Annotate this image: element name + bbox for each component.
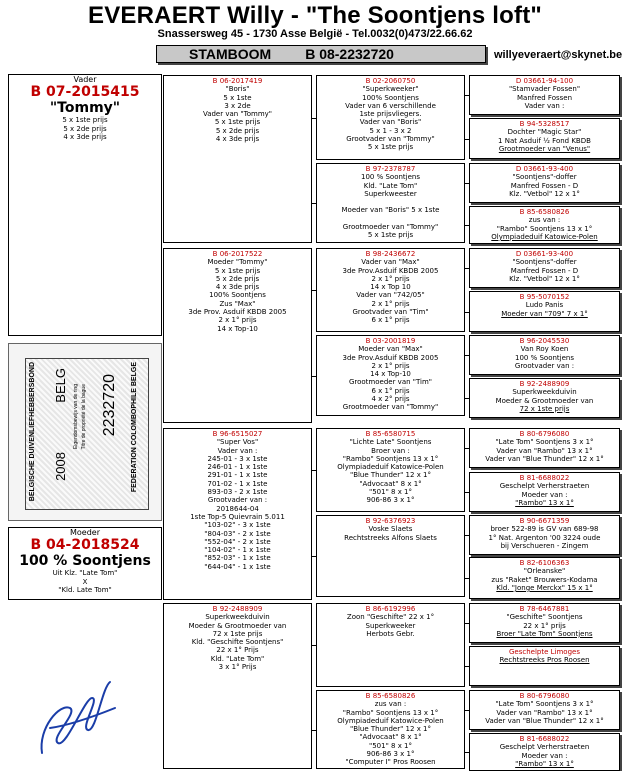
stamboom-banner <box>156 45 486 63</box>
pedigree-line: 2 x 1° prijs <box>371 361 410 370</box>
pedigree-line: "Advocaat" 8 x 1° <box>359 479 422 488</box>
pedigree-line: "Advocaat" 8 x 1° <box>359 733 422 742</box>
connector-line <box>312 376 316 377</box>
signature <box>30 668 120 763</box>
pedigree-line: Vader van "Blue Thunder" 12 x 1° <box>485 716 604 725</box>
pedigree-line: Klz. "Vetbol" 12 x 1° <box>509 274 580 283</box>
connector-line <box>312 118 316 119</box>
pedigree-line: "Late Tom" Soontjens 3 x 1° <box>495 700 594 709</box>
pedigree-line: "Rambo" 13 x 1° <box>515 498 574 507</box>
connector-line <box>312 556 316 557</box>
connector-line <box>465 398 469 399</box>
pedigree-line: "Soontjens"-doffer <box>512 258 577 267</box>
gen3-box <box>316 690 465 769</box>
pedigree-line: Vader van "Tommy" <box>202 110 273 119</box>
pedigree-line <box>317 198 464 206</box>
connector-line <box>465 448 469 449</box>
pedigree-line: "501" 8 x 1° <box>368 741 413 750</box>
pedigree-line: 72 x 1ste prijs <box>519 404 570 413</box>
pedigree-line: Geschelpt Verherstraeten <box>499 743 590 752</box>
pedigree-line: "Superkweeker" <box>362 85 419 94</box>
ring-number: B 90-6671359 <box>519 517 570 525</box>
pedigree-line: Grootmoeder van "Tommy" <box>342 403 439 412</box>
connector-line <box>465 95 469 96</box>
pedigree-line: Vader van 6 verschillende <box>345 101 436 110</box>
ring-number: B 06-2017522 <box>212 250 263 258</box>
pedigree-line: Vader van : <box>217 446 258 455</box>
pedigree-line: "Boris" <box>225 85 250 94</box>
sire-box <box>8 74 162 336</box>
connector-line <box>312 290 316 291</box>
pedigree-line: Moeder van "709" 7 x 1° <box>501 309 588 318</box>
pedigree-line: 6 x 1° prijs <box>371 316 410 325</box>
pedigree-line: Geschelpt Verherstraeten <box>499 482 590 491</box>
connector-line <box>312 470 316 471</box>
gen3-box <box>316 603 465 687</box>
stamp-bottom-text: FEDERATION COLOMBOPHILE BELGE <box>131 362 138 493</box>
stamp-small-2: Titre de propriété de la bague <box>81 384 87 450</box>
pedigree-line: 4 x 3de prijs <box>215 283 260 292</box>
gen4-box <box>469 646 620 686</box>
sire-line: 4 x 3de prijs <box>63 132 107 141</box>
connector-line <box>312 645 316 646</box>
pedigree-line: Manfred Fossen <box>516 93 573 102</box>
pedigree-line: "Orleanske" <box>523 567 566 576</box>
pedigree-line: 100% Soontjens <box>362 93 419 102</box>
pedigree-line: Grootmoeder van "Tommy" <box>342 223 439 232</box>
connector-line <box>465 752 469 753</box>
pedigree-line: 72 x 1ste prijs <box>212 629 263 638</box>
pedigree-line: "501" 8 x 1° <box>368 488 413 497</box>
stamp-year: 2008 <box>53 452 68 481</box>
pedigree-line: 14 x Top-10 <box>370 370 411 379</box>
pedigree-line: Moeder van "Boris" 5 x 1ste <box>341 206 440 215</box>
pedigree-line: 6 x 1° prijs <box>371 386 410 395</box>
ring-number: B 02-2060750 <box>365 77 416 85</box>
gen4-box <box>469 557 620 599</box>
dam-name: 100 % Soontjens <box>19 553 151 570</box>
pedigree-line: 1ste prijsvliegers. <box>359 110 422 119</box>
connector-line <box>465 139 469 140</box>
pedigree-line: 5 x 1ste prijs <box>214 266 261 275</box>
sire-name: "Tommy" <box>49 100 121 117</box>
ring-number: B 95-5070152 <box>519 293 570 301</box>
stamp-top-text: BELGISCHE DUIVENLIEFHEBBERSBOND <box>29 362 36 502</box>
pedigree-line: Voske Slaets <box>368 525 413 534</box>
gen4-box <box>469 291 620 332</box>
pedigree-line: 100 % Soontjens <box>361 173 420 182</box>
pedigree-line: "Late Tom" Soontjens 3 x 1° <box>495 438 594 447</box>
pedigree-line: Kld. "Late Tom" <box>210 654 265 663</box>
pedigree-line: Olympiadeduif Katowice-Polen <box>337 463 444 472</box>
gen3-box <box>316 335 465 416</box>
pedigree-line: 246-01 - 1 x 1ste <box>207 463 268 472</box>
gen4-box <box>469 428 620 468</box>
pedigree-line: "Soontjens"-doffer <box>512 173 577 182</box>
pedigree-line: Superkweekduivin <box>512 388 577 397</box>
pedigree-line: "852-03" - 1 x 1ste <box>204 554 271 563</box>
pedigree-line: 5 x 1 - 3 x 2 <box>369 126 412 135</box>
pedigree-line: Dochter "Magic Star" <box>507 128 582 137</box>
pedigree-line: Superkweekduivin <box>205 613 270 622</box>
pedigree-line: 2 x 1° prijs <box>218 316 257 325</box>
pedigree-line: broer 522-89 is GV van 689-98 <box>490 525 599 534</box>
connector-line <box>465 535 469 536</box>
pedigree-line: Herbots Gebr. <box>366 629 415 638</box>
gen4-box <box>469 603 620 643</box>
pedigree-line: 2018644-04 <box>216 504 259 513</box>
pedigree-line: Rechtstreeks Pros Roosen <box>499 656 590 665</box>
address-line: Snassersweg 45 - 1730 Asse België - Tel.0032(0)473/22.66.62 <box>157 28 473 40</box>
connector-line <box>465 312 469 313</box>
gen2-box <box>163 248 312 423</box>
gen3-box <box>316 248 465 332</box>
pedigree-line: 3 x 2de <box>224 101 251 110</box>
pedigree-line: 5 x 1ste prijs <box>367 143 414 152</box>
pedigree-line: 22 x 1° Prijs <box>216 646 259 655</box>
ring-number: B 92-6376923 <box>365 517 416 525</box>
pedigree-line: Kld. "Late Tom" <box>363 181 418 190</box>
pedigree-line: 3de Prov. Asduif KBDB 2005 <box>188 308 287 317</box>
stamp-small-1: Eigendomsbewijs van de ring <box>73 384 79 450</box>
pedigree-line: Klz. "Vetbol" 12 x 1° <box>509 189 580 198</box>
pedigree-line: 701-02 - 1 x 1ste <box>207 479 268 488</box>
gen2-box <box>163 603 312 769</box>
pedigree-line: 906-86 3 x 1° <box>366 496 415 505</box>
ring-certificate-stamp <box>8 343 162 521</box>
pedigree-line: Manfred Fossen - D <box>510 181 579 190</box>
pedigree-line: Kld. "Geschifte Soontjens" <box>191 638 284 647</box>
sire-line: 5 x 2de prijs <box>63 124 107 133</box>
pedigree-line: 1 Nat Asduif ½ Fond KBDB <box>498 136 591 145</box>
pedigree-line: zus "Raket" Brouwers-Kodama <box>491 575 598 584</box>
ring-number: B 78-6467881 <box>519 605 570 613</box>
pedigree-line: 100% Soontjens <box>209 291 266 300</box>
ring-number: B 97-2378787 <box>365 165 416 173</box>
ring-number: D 03661-94-100 <box>515 77 574 85</box>
gen2-box <box>163 75 312 243</box>
dam-line: "Kld. Late Tom" <box>58 585 112 594</box>
gen3-box <box>316 163 465 243</box>
pedigree-line: Moeder van : <box>521 751 568 760</box>
pedigree-line: 1° Nat. Argenton '00 3224 oude <box>488 533 601 542</box>
dam-line: Uit Klz. "Late Tom" <box>52 569 118 578</box>
pedigree-line: "804-03" - 2 x 1ste <box>204 529 271 538</box>
sire-line: 5 x 1ste prijs <box>62 116 108 125</box>
ring-number: B 94-5328517 <box>519 120 570 128</box>
pedigree-line: 245-01 - 3 x 1ste <box>207 454 268 463</box>
gen4-box <box>469 515 620 555</box>
ring-number: D 03661-93-400 <box>515 165 574 173</box>
pedigree-line: 2 x 1° prijs <box>371 299 410 308</box>
pedigree-line: 14 x Top 10 <box>370 283 411 292</box>
pedigree-line: Grootvader van "Tim" <box>352 308 429 317</box>
gen4-box <box>469 248 620 288</box>
pedigree-line: 3de Prov.Asduif KBDB 2005 <box>342 266 439 275</box>
pedigree-line: 5 x 2de prijs <box>215 126 260 135</box>
pedigree-line: Superkweester <box>364 189 417 198</box>
ring-number: B 85-6580826 <box>365 692 416 700</box>
page-title: EVERAERT Willy - "The Soontjens loft" <box>88 2 542 29</box>
pedigree-line: 2 x 1° prijs <box>371 274 410 283</box>
pedigree-line: Moeder van "Max" <box>358 345 423 354</box>
pedigree-line: 4 x 3de prijs <box>215 135 260 144</box>
pedigree-line: "Rambo" 13 x 1° <box>515 759 574 768</box>
pedigree-line: 100 % Soontjens <box>515 353 574 362</box>
pedigree-line <box>317 215 464 223</box>
ring-number: B 98-2436672 <box>365 250 416 258</box>
gen3-box <box>316 515 465 597</box>
ring-number: B 81-6688022 <box>519 735 570 743</box>
pedigree-line: Vader van "742/05" <box>356 291 425 300</box>
pedigree-line: Olympiadeduif Katowice-Polen <box>491 232 598 241</box>
dam-ring: B 04-2018524 <box>30 537 140 554</box>
pedigree-line: 5 x 1ste <box>223 93 252 102</box>
ring-number: D 03661-93-400 <box>515 250 574 258</box>
gen4-box <box>469 335 620 375</box>
ring-number: B 96-2045530 <box>519 337 570 345</box>
pedigree-line: "Blue Thunder" 12 x 1° <box>349 725 432 734</box>
pedigree-line: Broer van : <box>371 446 410 455</box>
pedigree-line: Moeder & Grootmoeder van <box>188 621 287 630</box>
sire-ring: B 07-2015415 <box>30 84 140 101</box>
pedigree-line: 4 x 2° prijs <box>371 395 410 404</box>
pedigree-line: Ludo Panis <box>525 301 564 310</box>
dam-box <box>8 527 162 600</box>
ring-number: B 85-6580826 <box>519 208 570 216</box>
pedigree-line: 5 x 1ste prijs <box>214 118 261 127</box>
stamboom-label: STAMBOOM <box>189 46 272 62</box>
pedigree-line: Moeder van : <box>521 490 568 499</box>
pedigree-line: "Rambo" Soontjens 13 x 1° <box>496 224 593 233</box>
pedigree-line: zus van : <box>374 700 407 709</box>
pedigree-line: "644-04" - 1 x 1ste <box>204 562 271 571</box>
pedigree-line: "Computer I" Pros Roosen <box>345 758 436 767</box>
gen4-box <box>469 472 620 512</box>
gen4-box <box>469 75 620 115</box>
ring-number: B 03-2001819 <box>365 337 416 345</box>
pedigree-line: 3 x 1° Prijs <box>218 663 257 672</box>
gen3-box <box>316 75 465 160</box>
pedigree-line: 5 x 1ste prijs <box>367 231 414 240</box>
connector-line <box>465 666 469 667</box>
pedigree-line: Moeder & Grootmoeder van <box>495 396 594 405</box>
ring-number: B 80-6796080 <box>519 430 570 438</box>
ring-number: Geschelpte Limoges <box>509 648 580 656</box>
gen4-box <box>469 163 620 203</box>
stamp-country: BELG <box>53 368 68 403</box>
connector-line <box>465 710 469 711</box>
dam-role: Moeder <box>69 528 100 537</box>
pedigree-line: Grootvader van : <box>514 361 575 370</box>
pedigree-line: "103-02" - 3 x 1ste <box>204 521 271 530</box>
pedigree-line: Vader van "Blue Thunder" 12 x 1° <box>485 454 604 463</box>
pedigree-line: "Blue Thunder" 12 x 1° <box>349 471 432 480</box>
pedigree-line: Grootmoeder van "Venus" <box>498 144 591 153</box>
pedigree-line: 906-86 3 x 1° <box>366 750 415 759</box>
gen4-box <box>469 733 620 771</box>
gen4-box <box>469 690 620 730</box>
pedigree-line: Grootvader van "Tommy" <box>346 135 435 144</box>
pedigree-line: Van Roy Koen <box>520 345 569 354</box>
pedigree-line: Broer "Late Tom" Soontjens <box>496 629 593 638</box>
pedigree-line: Vader van : <box>524 101 565 110</box>
pedigree-line: "Rambo" Soontjens 13 x 1° <box>342 708 439 717</box>
pedigree-line: "Stamvader Fossen" <box>508 85 581 94</box>
pedigree-line: Vader van "Boris" <box>359 118 422 127</box>
connector-line <box>465 225 469 226</box>
connector-line <box>465 623 469 624</box>
pedigree-line: Olympiadeduif Katowice-Polen <box>337 716 444 725</box>
pedigree-line: "104-02" - 1 x 1ste <box>204 546 271 555</box>
ring-number: B 96-6515027 <box>212 430 263 438</box>
pedigree-line: Moeder "Tommy" <box>207 258 268 267</box>
gen2-box <box>163 428 312 600</box>
connector-line <box>312 203 316 204</box>
ring-number: B 81-6688022 <box>519 474 570 482</box>
pedigree-line: Kld. "Jonge Merckx" 15 x 1° <box>496 583 593 592</box>
pedigree-line: Vader van "Max" <box>361 258 420 267</box>
connector-line <box>312 730 316 731</box>
pedigree-line: 291-01 - 1 x 1ste <box>207 471 268 480</box>
pedigree-line: "552-04" - 2 x 1ste <box>204 537 271 546</box>
pedigree-line: Vader van "Rambo" 13 x 1° <box>496 708 593 717</box>
pedigree-line: Vader van "Rambo" 13 x 1° <box>496 446 593 455</box>
stamboom-number: B 08-2232720 <box>305 46 394 62</box>
pedigree-line: 14 x Top-10 <box>217 324 258 333</box>
stamp-number: 2232720 <box>101 374 118 437</box>
pedigree-line: Zoon "Geschifte" 22 x 1° <box>346 613 435 622</box>
ring-number: B 92-2488909 <box>212 605 263 613</box>
connector-line <box>465 183 469 184</box>
gen4-box <box>469 118 620 159</box>
pedigree-line: bij Verschueren - Zingem <box>500 541 589 550</box>
dam-line: X <box>82 577 88 586</box>
ring-number: B 82-6106363 <box>519 559 570 567</box>
connector-line <box>465 268 469 269</box>
ring-number: B 86-6192996 <box>365 605 416 613</box>
pedigree-line: 3de Prov.Asduif KBDB 2005 <box>342 353 439 362</box>
ring-number: B 80-6796080 <box>519 692 570 700</box>
pedigree-line: Zus "Max" <box>219 299 256 308</box>
pedigree-line: 1ste Top-5 Quievrain 5.011 <box>190 512 285 521</box>
pedigree-line: "Geschifte" Soontjens <box>506 613 583 622</box>
pedigree-line: 5 x 2de prijs <box>215 274 260 283</box>
pedigree-line: 22 x 1° prijs <box>523 621 566 630</box>
pedigree-line: Rechtstreeks Alfons Slaets <box>344 533 437 542</box>
connector-line <box>465 578 469 579</box>
pedigree-line: "Lichte Late" Soontjens <box>349 438 432 447</box>
pedigree-line: Superkweeker <box>365 621 416 630</box>
ring-number: B 92-2488909 <box>519 380 570 388</box>
pedigree-line: Grootvader van : <box>207 496 268 505</box>
pedigree-line: zus van : <box>528 216 561 225</box>
gen3-box <box>316 428 465 512</box>
pedigree-line: 893-03 - 2 x 1ste <box>207 488 268 497</box>
ring-number: B 85-6580715 <box>365 430 416 438</box>
connector-line <box>465 492 469 493</box>
email-address: willyeveraert@skynet.be <box>494 49 623 61</box>
gen4-box <box>469 206 620 244</box>
gen4-box <box>469 378 620 418</box>
ring-number: B 06-2017419 <box>212 77 263 85</box>
pedigree-line: Manfred Fossen - D <box>510 266 579 275</box>
sire-role: Vader <box>73 75 97 84</box>
pedigree-line: "Rambo" Soontjens 13 x 1° <box>342 454 439 463</box>
pedigree-line: "Super Vos" <box>216 438 259 447</box>
connector-line <box>465 355 469 356</box>
pedigree-line: Grootmoeder van "Tim" <box>348 378 433 387</box>
